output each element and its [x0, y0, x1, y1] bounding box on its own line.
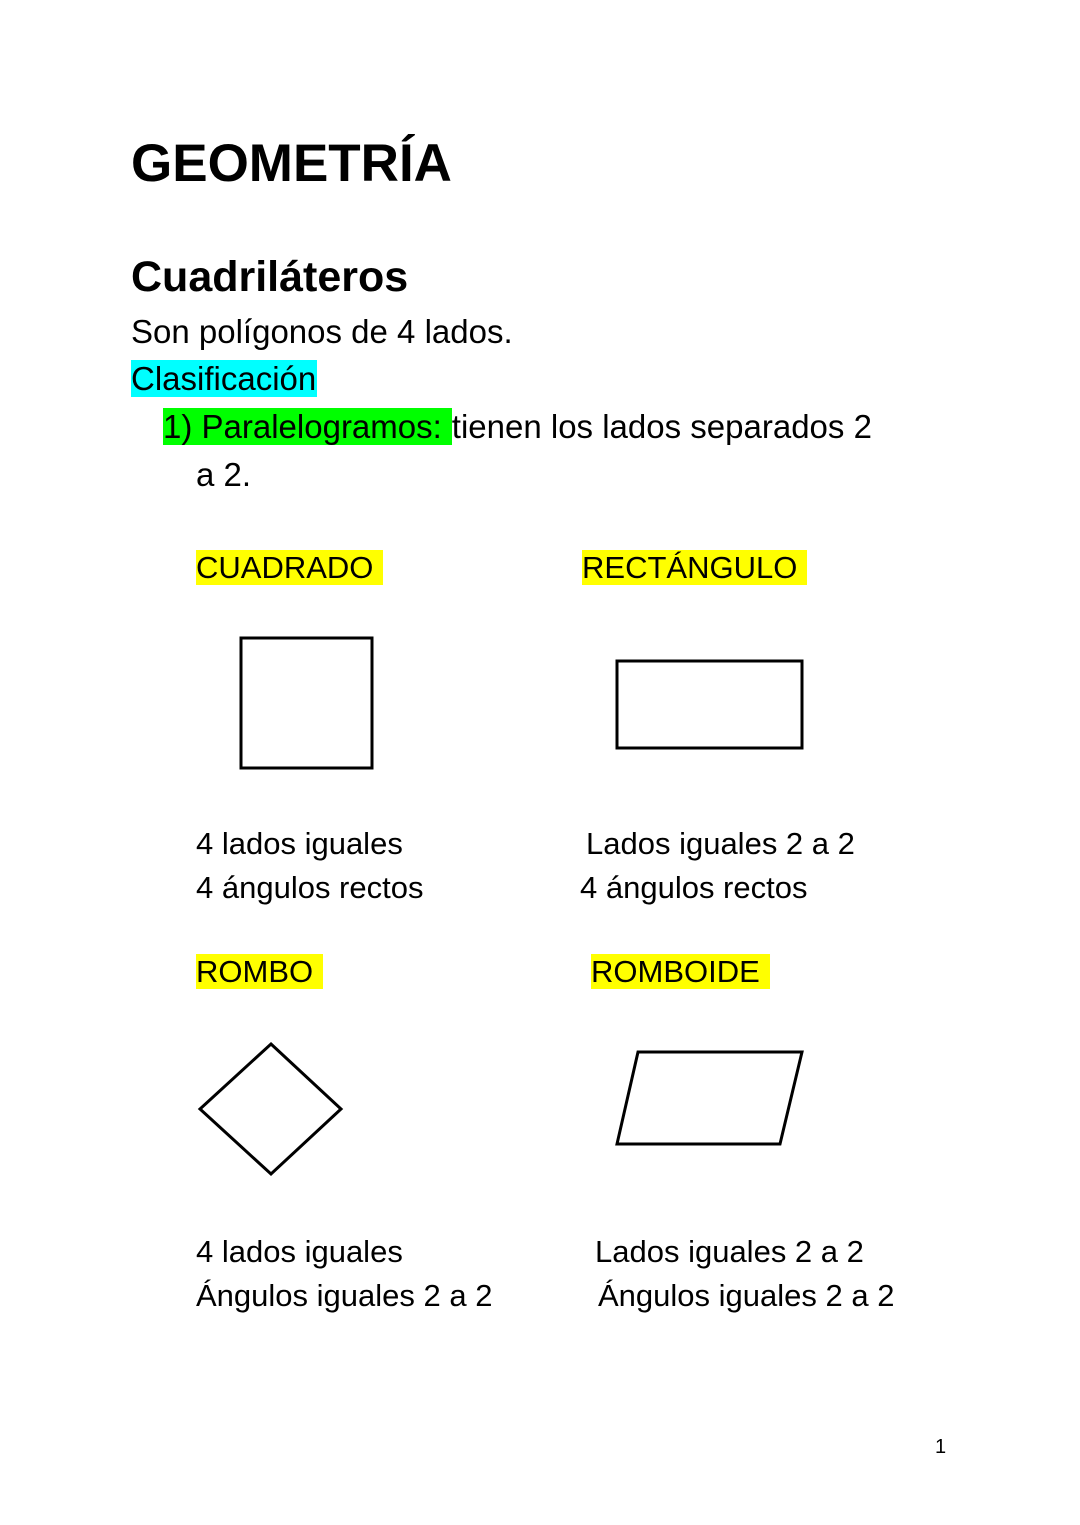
page-title: GEOMETRÍA: [131, 134, 452, 193]
page-number: 1: [935, 1436, 947, 1458]
intro-text: Son polígonos de 4 lados.: [131, 313, 513, 350]
shape-label-rectangulo: [582, 549, 807, 587]
shape-label-romboide: [591, 953, 770, 991]
classification-heading: [131, 359, 317, 399]
shape-description-rectangulo-line-1: Lados iguales 2 a 2: [586, 826, 855, 861]
shape-description-cuadrado: [196, 822, 423, 910]
shape-description-rectangulo-line-2: 4 ángulos rectos: [580, 870, 808, 905]
section-title: Cuadriláteros: [131, 253, 409, 301]
shape-label-text: RECTÁNGULO: [582, 550, 807, 585]
rhomboid-icon: [617, 1052, 802, 1144]
shape-label-rombo: [196, 953, 323, 991]
description-line: 4 lados iguales: [196, 826, 403, 861]
shape-label-cuadrado: [196, 549, 383, 587]
description-line: Ángulos iguales 2 a 2: [196, 1278, 493, 1313]
classification-label: Clasificación: [131, 360, 317, 397]
shape-label-text: CUADRADO: [196, 550, 383, 585]
item-term: 1) Paralelogramos:: [163, 408, 452, 445]
item-definition: tienen los lados separados 2: [451, 408, 872, 445]
rhombus-icon: [200, 1044, 341, 1174]
shape-label-text: ROMBOIDE: [591, 954, 770, 989]
rectangle-icon: [617, 661, 802, 748]
shape-description-romboide-line-1: Lados iguales 2 a 2: [595, 1234, 864, 1269]
description-line: 4 ángulos rectos: [196, 870, 424, 905]
shape-label-text: ROMBO: [196, 954, 323, 989]
shape-description-rombo: [196, 1230, 492, 1318]
description-line: 4 lados iguales: [196, 1234, 403, 1269]
classification-item-1: [163, 407, 872, 447]
item-definition-continued: a 2.: [196, 456, 252, 493]
square-icon: [241, 638, 372, 768]
shape-description-romboide-line-2: Ángulos iguales 2 a 2: [598, 1278, 895, 1313]
